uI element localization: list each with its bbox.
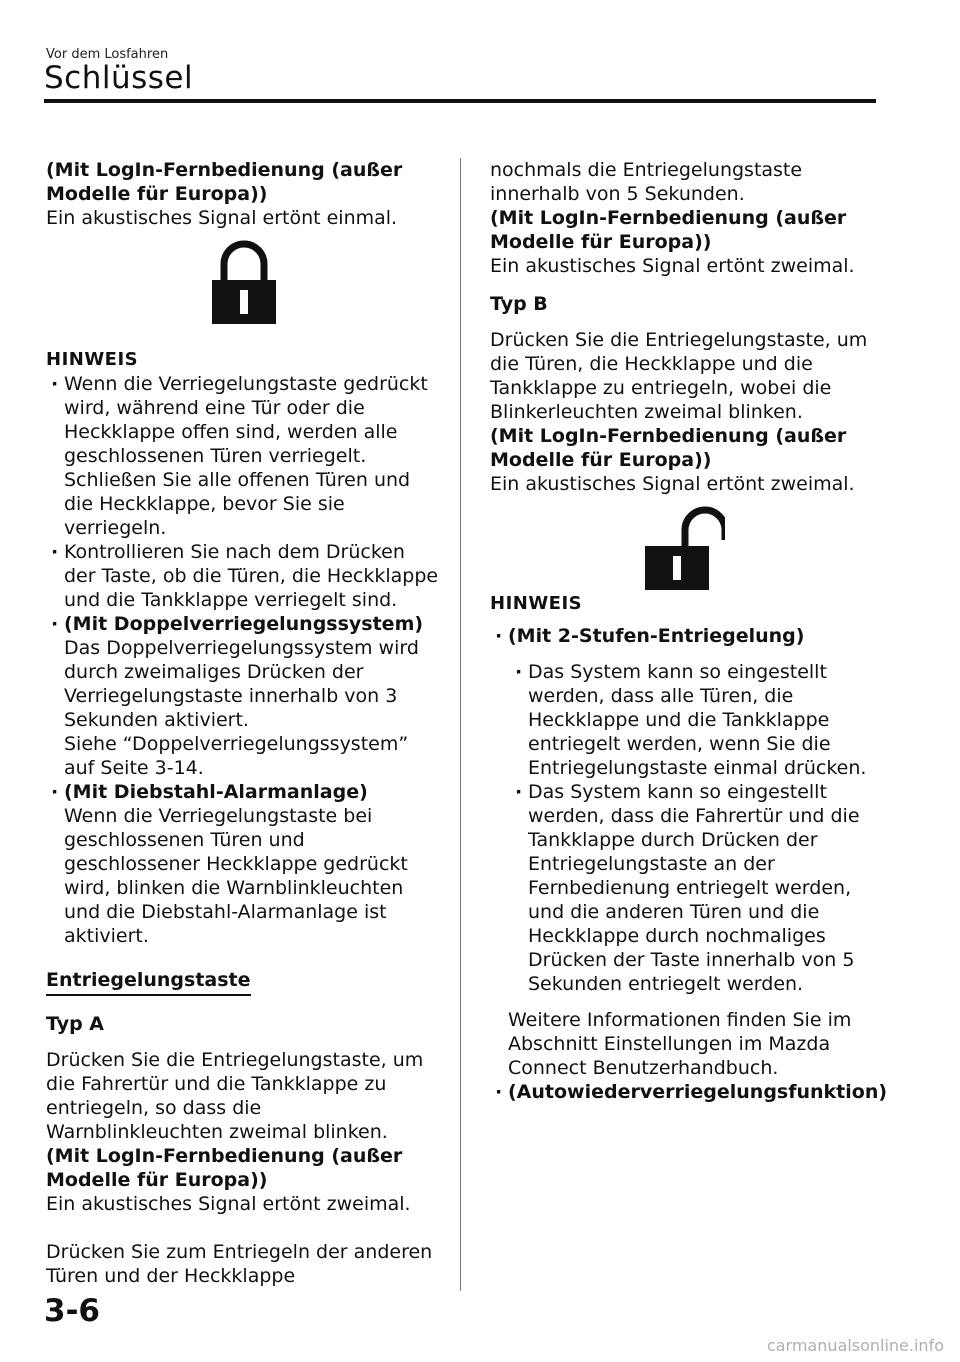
body-text: Ein akustisches Signal ertönt zweimal. [490, 255, 855, 277]
watermark-text: carmanualsonline.info [766, 1336, 944, 1355]
lock-icon-wrap [46, 240, 441, 326]
subheading-typ-b: Typ B [490, 293, 548, 315]
condition-label: (Mit LogIn-Fernbedienung (außer Modelle für Europa)) [490, 425, 847, 471]
lock-closed-icon [204, 240, 284, 326]
unlock-icon-wrap [490, 506, 880, 592]
body-text: Ein akustisches Signal ertönt einmal. [46, 207, 398, 229]
note-item-condition: · (Mit Diebstahl-Alarmanlage) [46, 780, 441, 804]
lock-open-icon [645, 506, 725, 592]
note-item-condition: · (Autowiederverriegelungsfunktion) [490, 1080, 880, 1104]
note-title: HINWEIS [490, 593, 583, 614]
note-subitem: · Das System kann so eingestellt werden, dass die Fahrertür und die Tankklappe durch Drücken der Entriegelungstaste an der Fernbedienung entriegelt werden, und die anderen Türen und die Heckklappe durch nochmaliges Drücken der Taste innerhalb von 5 Sekunden entriegelt werden. [510, 780, 880, 996]
note-title: HINWEIS [46, 349, 139, 370]
note-item: · Kontrollieren Sie nach dem Drücken der Taste, ob die Türen, die Heckklappe und die Tankklappe verriegelt sind. [46, 540, 441, 612]
body-text: Ein akustisches Signal ertönt zweimal. [490, 473, 855, 495]
left-column [46, 158, 441, 1288]
column-divider [460, 158, 461, 1291]
body-text: Drücken Sie zum Entriegeln der anderen Türen und der Heckklappe [46, 1241, 433, 1287]
body-text: Ein akustisches Signal ertönt zweimal. [46, 1193, 411, 1215]
page-title: Schlüssel [44, 60, 194, 96]
note-item-text: Das Doppelverriegelungssystem wird durch zweimaliges Drücken der Verriegelungstaste innerhalb von 3 Sekunden aktiviert. [64, 637, 419, 731]
cross-reference: Siehe “Doppelverriegelungssystem” auf Seite 3-14. [64, 733, 409, 779]
note-subitem: · Das System kann so eingestellt werden, dass alle Türen, die Heckklappe und die Tankklappe entriegelt werden, wenn Sie die Entriegelungstaste einmal drücken. [510, 660, 880, 780]
body-text: Drücken Sie die Entriegelungstaste, um die Türen, die Heckklappe und die Tankklappe zu entriegeln, wobei die Blinkerleuchten zweimal blinken. [490, 329, 868, 423]
section-label: Vor dem Losfahren [46, 47, 169, 62]
subheading-typ-a: Typ A [46, 1013, 105, 1035]
right-column [490, 158, 888, 1104]
body-text: Drücken Sie die Entriegelungstaste, um die Fahrertür und die Tankklappe zu entriegeln, so dass die Warnblinkleuchten zweimal blinken. [46, 1049, 424, 1143]
condition-label: (Mit LogIn-Fernbedienung (außer Modelle für Europa)) [490, 207, 847, 253]
note-item-condition: · (Mit 2-Stufen-Entriegelung) [490, 624, 880, 648]
body-text: nochmals die Entriegelungstaste innerhalb von 5 Sekunden. [490, 159, 803, 205]
condition-label: (Mit LogIn-Fernbedienung (außer Modelle für Europa)) [46, 1145, 403, 1191]
note-item-condition: · (Mit Doppelverriegelungssystem) [46, 612, 441, 636]
header-rule [44, 99, 876, 103]
condition-label: (Mit LogIn-Fernbedienung (außer Modelle für Europa)) [46, 159, 403, 205]
note-item: · Wenn die Verriegelungstaste gedrückt wird, während eine Tür oder die Heckklappe offen sind, werden alle geschlossenen Türen verriegelt. Schließen Sie alle offenen Türen und die Heckklappe, bevor Sie sie verriegeln. [46, 372, 441, 540]
note-item-text: Weitere Informationen finden Sie im Abschnitt Einstellungen im Mazda Connect Benutzerhandbuch. [508, 1009, 852, 1079]
note-sublist [510, 660, 880, 996]
note-item-text: Wenn die Verriegelungstaste bei geschlossenen Türen und geschlossener Heckklappe gedrückt wird, blinken die Warnblinkleuchten und die Diebstahl-Alarmanlage ist aktiviert. [64, 805, 408, 947]
section-heading: Entriegelungstaste [46, 968, 251, 996]
page-number: 3-6 [44, 1293, 101, 1329]
